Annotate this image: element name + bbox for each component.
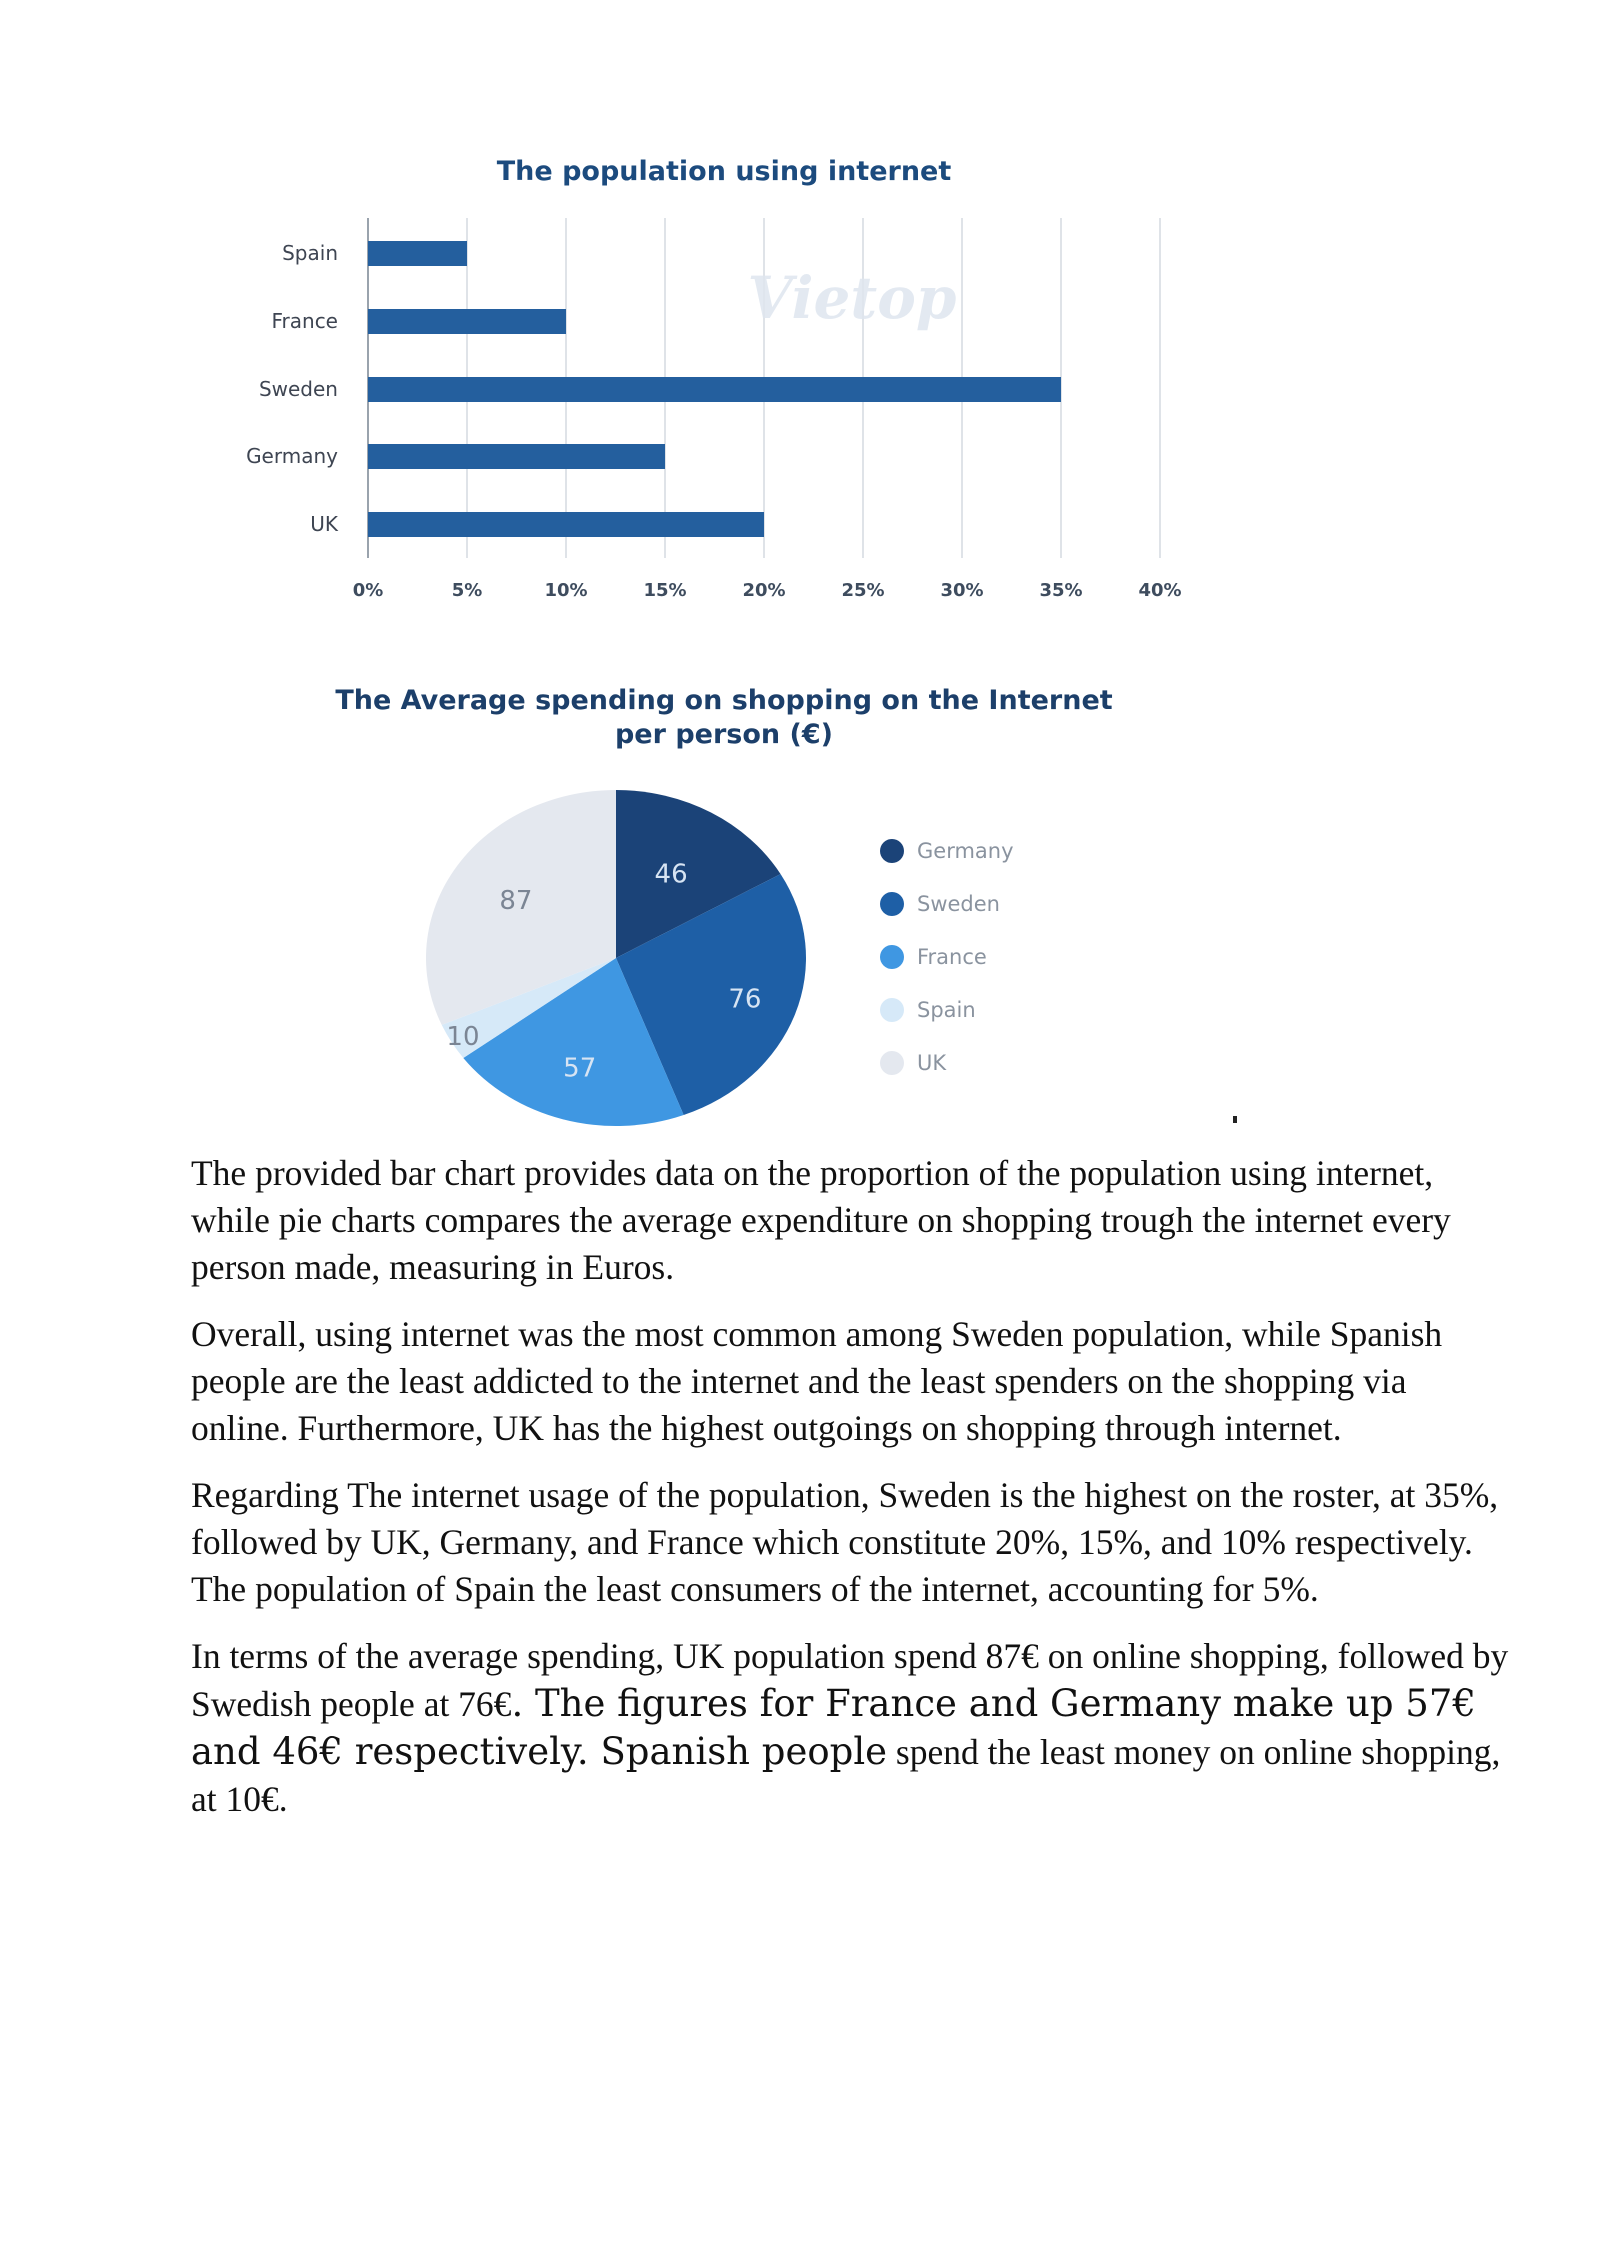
- pie-chart-title-line1: The Average spending on shopping on the Internet: [335, 685, 1113, 716]
- x-tick-label: 30%: [940, 580, 984, 601]
- category-label-spain: Spain: [282, 241, 338, 265]
- spending-text-part2: . The figures for France and Germany make up 57€ and 46€ respectively. Spanish people: [191, 1682, 1476, 1773]
- pie-value-label-spain: 10: [446, 1022, 480, 1053]
- pie-value-label-germany: 46: [654, 859, 688, 890]
- paragraph-internet-usage: Regarding The internet usage of the population, Sweden is the highest on the roster, at 35%, followed by UK, Germany, and France which constitute 20%, 15%, and 10% respectively. The population of Spain the least consumers of the internet, accounting for 5%.: [191, 1475, 1499, 1609]
- bar-france: [368, 309, 566, 334]
- x-tick-label: 25%: [841, 580, 885, 601]
- bar-uk: [368, 512, 764, 537]
- legend-marker-uk: [880, 1051, 904, 1075]
- x-tick-label: 0%: [352, 580, 384, 601]
- essay-body: [191, 1150, 1511, 1843]
- spending-text-part3: spend the least money on online shopping, at 10€.: [191, 1732, 1501, 1819]
- spending-text-part1: In terms of the average spending, UK population spend 87€ on online shopping, followed by Swedish people at 76€: [191, 1636, 1509, 1724]
- bar-chart-title: The population using internet: [496, 156, 952, 187]
- legend-label-spain: Spain: [917, 998, 976, 1022]
- legend-marker-germany: [880, 839, 904, 863]
- category-label-germany: Germany: [246, 444, 338, 468]
- pie-value-label-uk: 87: [499, 885, 533, 916]
- x-tick-label: 20%: [742, 580, 786, 601]
- pie-value-label-sweden: 76: [728, 984, 762, 1015]
- pie-chart-title-line2: per person (€): [614, 719, 834, 750]
- legend-label-uk: UK: [917, 1051, 947, 1075]
- legend-marker-sweden: [880, 892, 904, 916]
- x-tick-label: 40%: [1138, 580, 1182, 601]
- pie-chart-slices: [426, 790, 806, 1126]
- watermark-logo: Vietop: [747, 264, 957, 332]
- bar-chart-bars: [368, 241, 1061, 537]
- bar-spain: [368, 241, 467, 266]
- category-label-france: France: [271, 309, 338, 333]
- pie-chart-legend: [880, 839, 1014, 1075]
- bar-chart-category-labels: [246, 241, 339, 536]
- legend-label-sweden: Sweden: [917, 892, 1000, 916]
- bar-germany: [368, 444, 665, 469]
- legend-label-france: France: [917, 945, 987, 969]
- paragraph-intro: The provided bar chart provides data on the proportion of the population using internet, while pie charts compares the average expenditure on shopping trough the internet every person made, measuring in Euros.: [191, 1153, 1451, 1287]
- category-label-uk: UK: [310, 512, 338, 536]
- x-tick-label: 10%: [544, 580, 588, 601]
- x-tick-label: 15%: [643, 580, 687, 601]
- stray-mark: [1233, 1116, 1237, 1123]
- pie-value-label-france: 57: [563, 1053, 597, 1084]
- x-tick-label: 5%: [451, 580, 483, 601]
- paragraph-spending: [191, 1633, 1511, 1823]
- category-label-sweden: Sweden: [258, 377, 338, 401]
- paragraph-overview: Overall, using internet was the most common among Sweden population, while Spanish people are the least addicted to the internet and the least spenders on the shopping via online. Furthermore, UK has the highest outgoings on shopping through internet.: [191, 1314, 1443, 1448]
- x-tick-label: 35%: [1039, 580, 1083, 601]
- legend-marker-spain: [880, 998, 904, 1022]
- legend-marker-france: [880, 945, 904, 969]
- legend-label-germany: Germany: [917, 839, 1014, 863]
- bar-sweden: [368, 377, 1061, 402]
- bar-chart-x-tick-labels: [353, 580, 1182, 601]
